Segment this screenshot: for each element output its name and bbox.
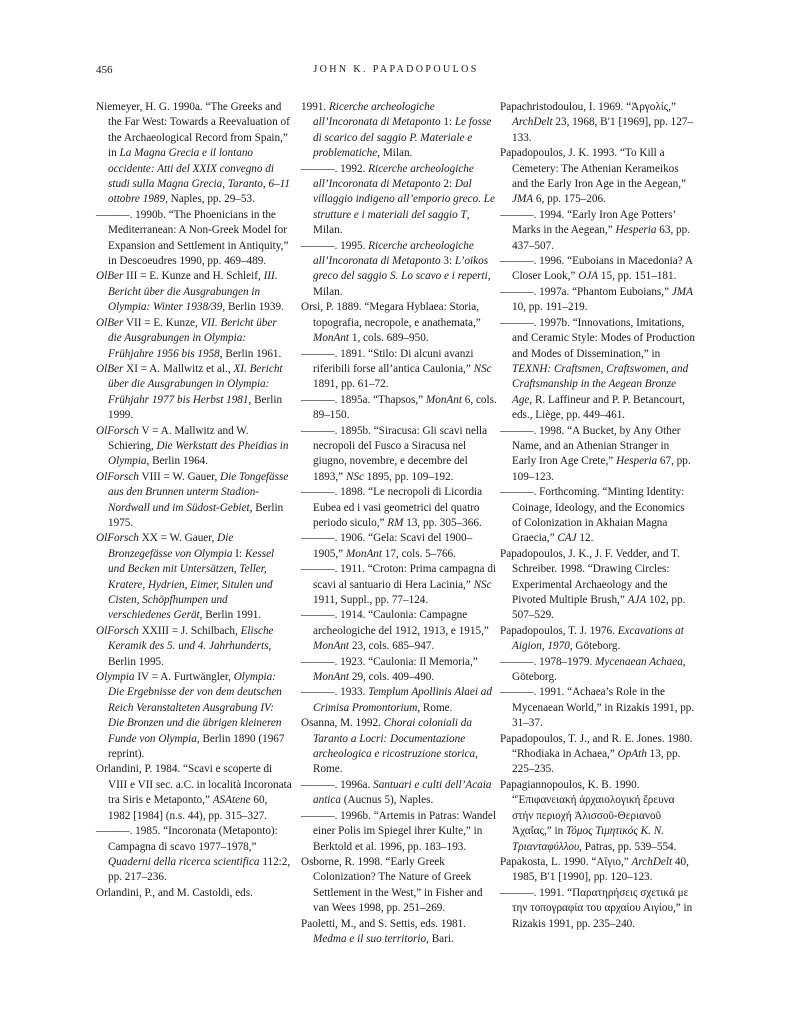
bibliography-column-2 <box>301 100 497 947</box>
bibliography-entry: ———. 1985. “Incoronata (Metaponto): Campagna di scavo 1977–1978,” Quaderni della ricerca scientifica 112:2, pp. 217–236. <box>96 825 291 884</box>
bibliography-entry: ———. 1994. “Early Iron Age Potters’ Marks in the Aegean,” Hesperia 63, pp. 437–507. <box>500 208 691 252</box>
page-number: 456 <box>96 64 113 76</box>
bibliography-entry: ———. 1895a. “Thapsos,” MonAnt 6, cols. 89–150. <box>301 393 497 422</box>
bibliography-entry: Papadopoulos, J. K. 1993. “To Kill a Cemetery: The Athenian Kerameikos and the Early Iron Age in the Aegean,” JMA 6, pp. 175–206. <box>500 147 686 206</box>
bibliography-entry: OlForsch VIII = W. Gauer, Die Tongefässe aus den Brunnen unterm Stadion-Nordwall und im Südost-Gebiet, Berlin 1975. <box>96 470 289 529</box>
bibliography-column-1 <box>96 100 292 901</box>
bibliography-entry: Papadopoulos, T. J., and R. E. Jones. 1980. “Rhodiaka in Achaea,” OpAth 13, pp. 225–235. <box>500 732 693 776</box>
bibliography-entry: Orlandini, P., and M. Castoldi, eds. <box>96 886 253 899</box>
bibliography-entry: ———. 1996b. “Artemis in Patras: Wandel einer Polis im Spiegel ihrer Kulte,” in Berktold et al. 1996, pp. 183–193. <box>301 809 496 853</box>
bibliography-entry: ———. 1895b. “Siracusa: Gli scavi nella necropoli del Fusco a Siracusa nel giugno, novembre, e decembre del 1893,” NSc 1895, pp. 109–192. <box>301 424 488 483</box>
bibliography-entry: ———. 1996a. Santuari e culti dell’Acaia antica (Aucnus 5), Naples. <box>301 778 492 807</box>
bibliography-entry: ———. 1978–1979. Mycenaean Achaea, Göteborg. <box>500 655 686 684</box>
bibliography-entry: OlBer III = E. Kunze and H. Schleif, III. Bericht über die Ausgrabungen in Olympia: Winter 1938/39, Berlin 1939. <box>96 270 284 314</box>
bibliography-entry: ———. 1996. “Euboians in Macedonia? A Closer Look,” OJA 15, pp. 151–181. <box>500 255 693 283</box>
bibliography-entry: ———. 1898. “Le necropoli di Licordia Eubea ed i vasi geometrici del quatro periodo siculo,” RM 13, pp. 305–366. <box>301 486 483 529</box>
bibliography-entry: ———. 1991. “Παρατηρήσεις σχετικά με την τοπογραφία του αρχαίου Αιγίου,” in Rizakis 1991, pp. 235–240. <box>500 886 693 930</box>
bibliography-entry: OlBer XI = A. Mallwitz et al., XI. Bericht über die Ausgrabungen in Olympia: Frühjahr 1977 bis Herbst 1981, Berlin 1999. <box>96 362 283 422</box>
bibliography-entry: ———. 1933. Templum Apollinis Alaei ad Crimisa Promontorium, Rome. <box>301 686 492 714</box>
bibliography-entry: OlForsch V = A. Mallwitz and W. Schiering, Die Werkstatt des Pheidias in Olympia, Berlin 1964. <box>96 424 289 468</box>
bibliography-entry: ———. 1998. “A Bucket, by Any Other Name, and an Athenian Stranger in Early Iron Age Crete,” Hesperia 67, pp. 109–123. <box>500 424 691 483</box>
bibliography-entry: ———. 1997b. “Innovations, Imitations, and Ceramic Style: Modes of Production and Modes of Dissemination,” in TEXNH: Craftsmen, Craftswomen, and Craftsmanship in the Aegean Bronze Age, R. Laffineur and P. P. Betancourt, eds., Liège, pp. 449–461. <box>500 316 696 422</box>
bibliography-entry: Papakosta, L. 1990. “Αἴγιο,” ArchDelt 40, 1985, B′1 [1990], pp. 120–123. <box>500 855 689 884</box>
bibliography-entry: ———. 1997a. “Phantom Euboians,” JMA 10, pp. 191–219. <box>500 285 693 314</box>
bibliography-entry: Papadopoulos, T. J. 1976. Excavations at Aigion, 1970, Göteborg. <box>500 624 684 653</box>
bibliography-entry: ———. 1914. “Caulonia: Campagne archeologiche del 1912, 1913, e 1915,” MonAnt 23, cols. 685–947. <box>301 609 489 653</box>
bibliography-entry: Papachristodoulou, I. 1969. “Ἀργολίς,” ArchDelt 23, 1968, B′1 [1969], pp. 127–133. <box>500 101 694 144</box>
bibliography-entry: ———. 1995. Ricerche archeologiche all’Incoronata di Metaponto 3: L’oikos greco del saggio S. Lo scavo e i reperti, Milan. <box>301 239 491 298</box>
bibliography-column-3 <box>500 100 696 932</box>
bibliography-entry: Papagiannopoulos, K. B. 1990. “Ἐπιφανειακή ἀρχαιολογική ἔρευνα στήν περιοχή Ἀλισσοῦ-Θεριανοῦ Ἀχαΐας,” in Τόμος Τιμητικός Κ. Ν. Τριανταφύλλου, Patras, pp. 539–554. <box>500 778 677 853</box>
bibliography-entry: ———. 1891. “Stilo: Di alcuni avanzi riferibili forse all’antica Caulonia,” NSc 1891, pp. 61–72. <box>301 347 492 391</box>
bibliography-entry: ———. 1911. “Croton: Prima campagna di scavi al santuario di Hera Lacinia,” NSc 1911, Suppl., pp. 77–124. <box>301 563 497 606</box>
bibliography-entry: OlForsch XX = W. Gauer, Die Bronzegefässe von Olympia I: Kessel und Becken mit Untersätzen, Teller, Kratere, Hydrien, Eimer, Situlen und Cisten, Schöpfhumpen und verschiedenes Gerät, Berlin 1991. <box>96 532 275 622</box>
bibliography-entry: ———. 1991. “Achaea’s Role in the Mycenaean World,” in Rizakis 1991, pp. 31–37. <box>500 686 695 730</box>
bibliography-entry: 1991. Ricerche archeologiche all’Incoronata di Metaponto 1: Le fosse di scarico del saggio P. Materiale e problematiche, Milan. <box>301 101 492 160</box>
bibliography-entry: Paoletti, M., and S. Settis, eds. 1981. Medma e il suo territorio, Bari. <box>301 917 467 945</box>
bibliography-entry: ———. Forthcoming. “Minting Identity: Coinage, Ideology, and the Economics of Colonization in Akhaian Magna Graecia,” CAJ 12. <box>500 486 685 545</box>
bibliography-entry: Osanna, M. 1992. Chorai coloniali da Taranto a Locri: Documentazione archeologica e ricostruzione storica, Rome. <box>301 717 478 776</box>
bibliography-entry: ———. 1992. Ricerche archeologiche all’Incoronata di Metaponto 2: Dal villaggio indigeno all’emporio greco. Le strutture e i materiali del saggio T, Milan. <box>301 162 495 237</box>
bibliography-entry: Orsi, P. 1889. “Megara Hyblaea: Storia, topografia, necropole, e anathemata,” MonAnt 1, cols. 689–950. <box>301 301 481 345</box>
bibliography-entry: Niemeyer, H. G. 1990a. “The Greeks and the Far West: Towards a Reevaluation of the Archaeological Record from Spain,” in La Magna Grecia e il lontano occidente: Atti del XXIX convegno di studi sulla Magna Grecia, Taranto, 6–11 ottobre 1989, Naples, pp. 29–53. <box>96 101 291 206</box>
bibliography-entry: ———. 1923. “Caulonia: Il Memoria,” MonAnt 29, cols. 409–490. <box>301 655 478 684</box>
bibliography-entry: Papadopoulos, J. K., J. F. Vedder, and T. Schreiber. 1998. “Drawing Circles: Experimental Archaeology and the Pivoted Multiple Brush,” AJA 102, pp. 507–529. <box>500 547 686 622</box>
bibliography-entry: ———. 1906. “Gela: Scavi del 1900–1905,” MonAnt 17, cols. 5–766. <box>301 532 473 560</box>
bibliography-entry: OlForsch XXIII = J. Schilbach, Elische Keramik des 5. und 4. Jahrhunderts, Berlin 1995. <box>96 624 274 668</box>
bibliography-entry: ———. 1990b. “The Phoenicians in the Mediterranean: A Non-Greek Model for Expansion and Settlement in Antiquity,” in Descoeudres 1990, pp. 469–489. <box>96 208 289 268</box>
bibliography-entry: Olympia IV = A. Furtwängler, Olympia: Die Ergebnisse der von dem deutschen Reich Veranstalteten Ausgrabung IV: Die Bronzen und die übrigen kleineren Funde von Olympia, Berlin 1890 (1967 reprint). <box>96 671 285 761</box>
bibliography-entry: OlBer VII = E. Kunze, VII. Bericht über die Ausgrabungen in Olympia: Frühjahre 1956 bis 1958, Berlin 1961. <box>96 316 282 360</box>
bibliography-entry: Orlandini, P. 1984. “Scavi e scoperte di VIII e VII sec. a.C. in località Incoronata tra Siris e Metaponto,” ASAtene 60, 1982 [1984] (n.s. 44), pp. 315–327. <box>96 763 292 822</box>
bibliography-entry: Osborne, R. 1998. “Early Greek Colonization? The Nature of Greek Settlement in the West,” in Fisher and van Wees 1998, pp. 251–269. <box>301 855 483 915</box>
running-head: JOHN K. PAPADOPOULOS <box>313 64 479 75</box>
